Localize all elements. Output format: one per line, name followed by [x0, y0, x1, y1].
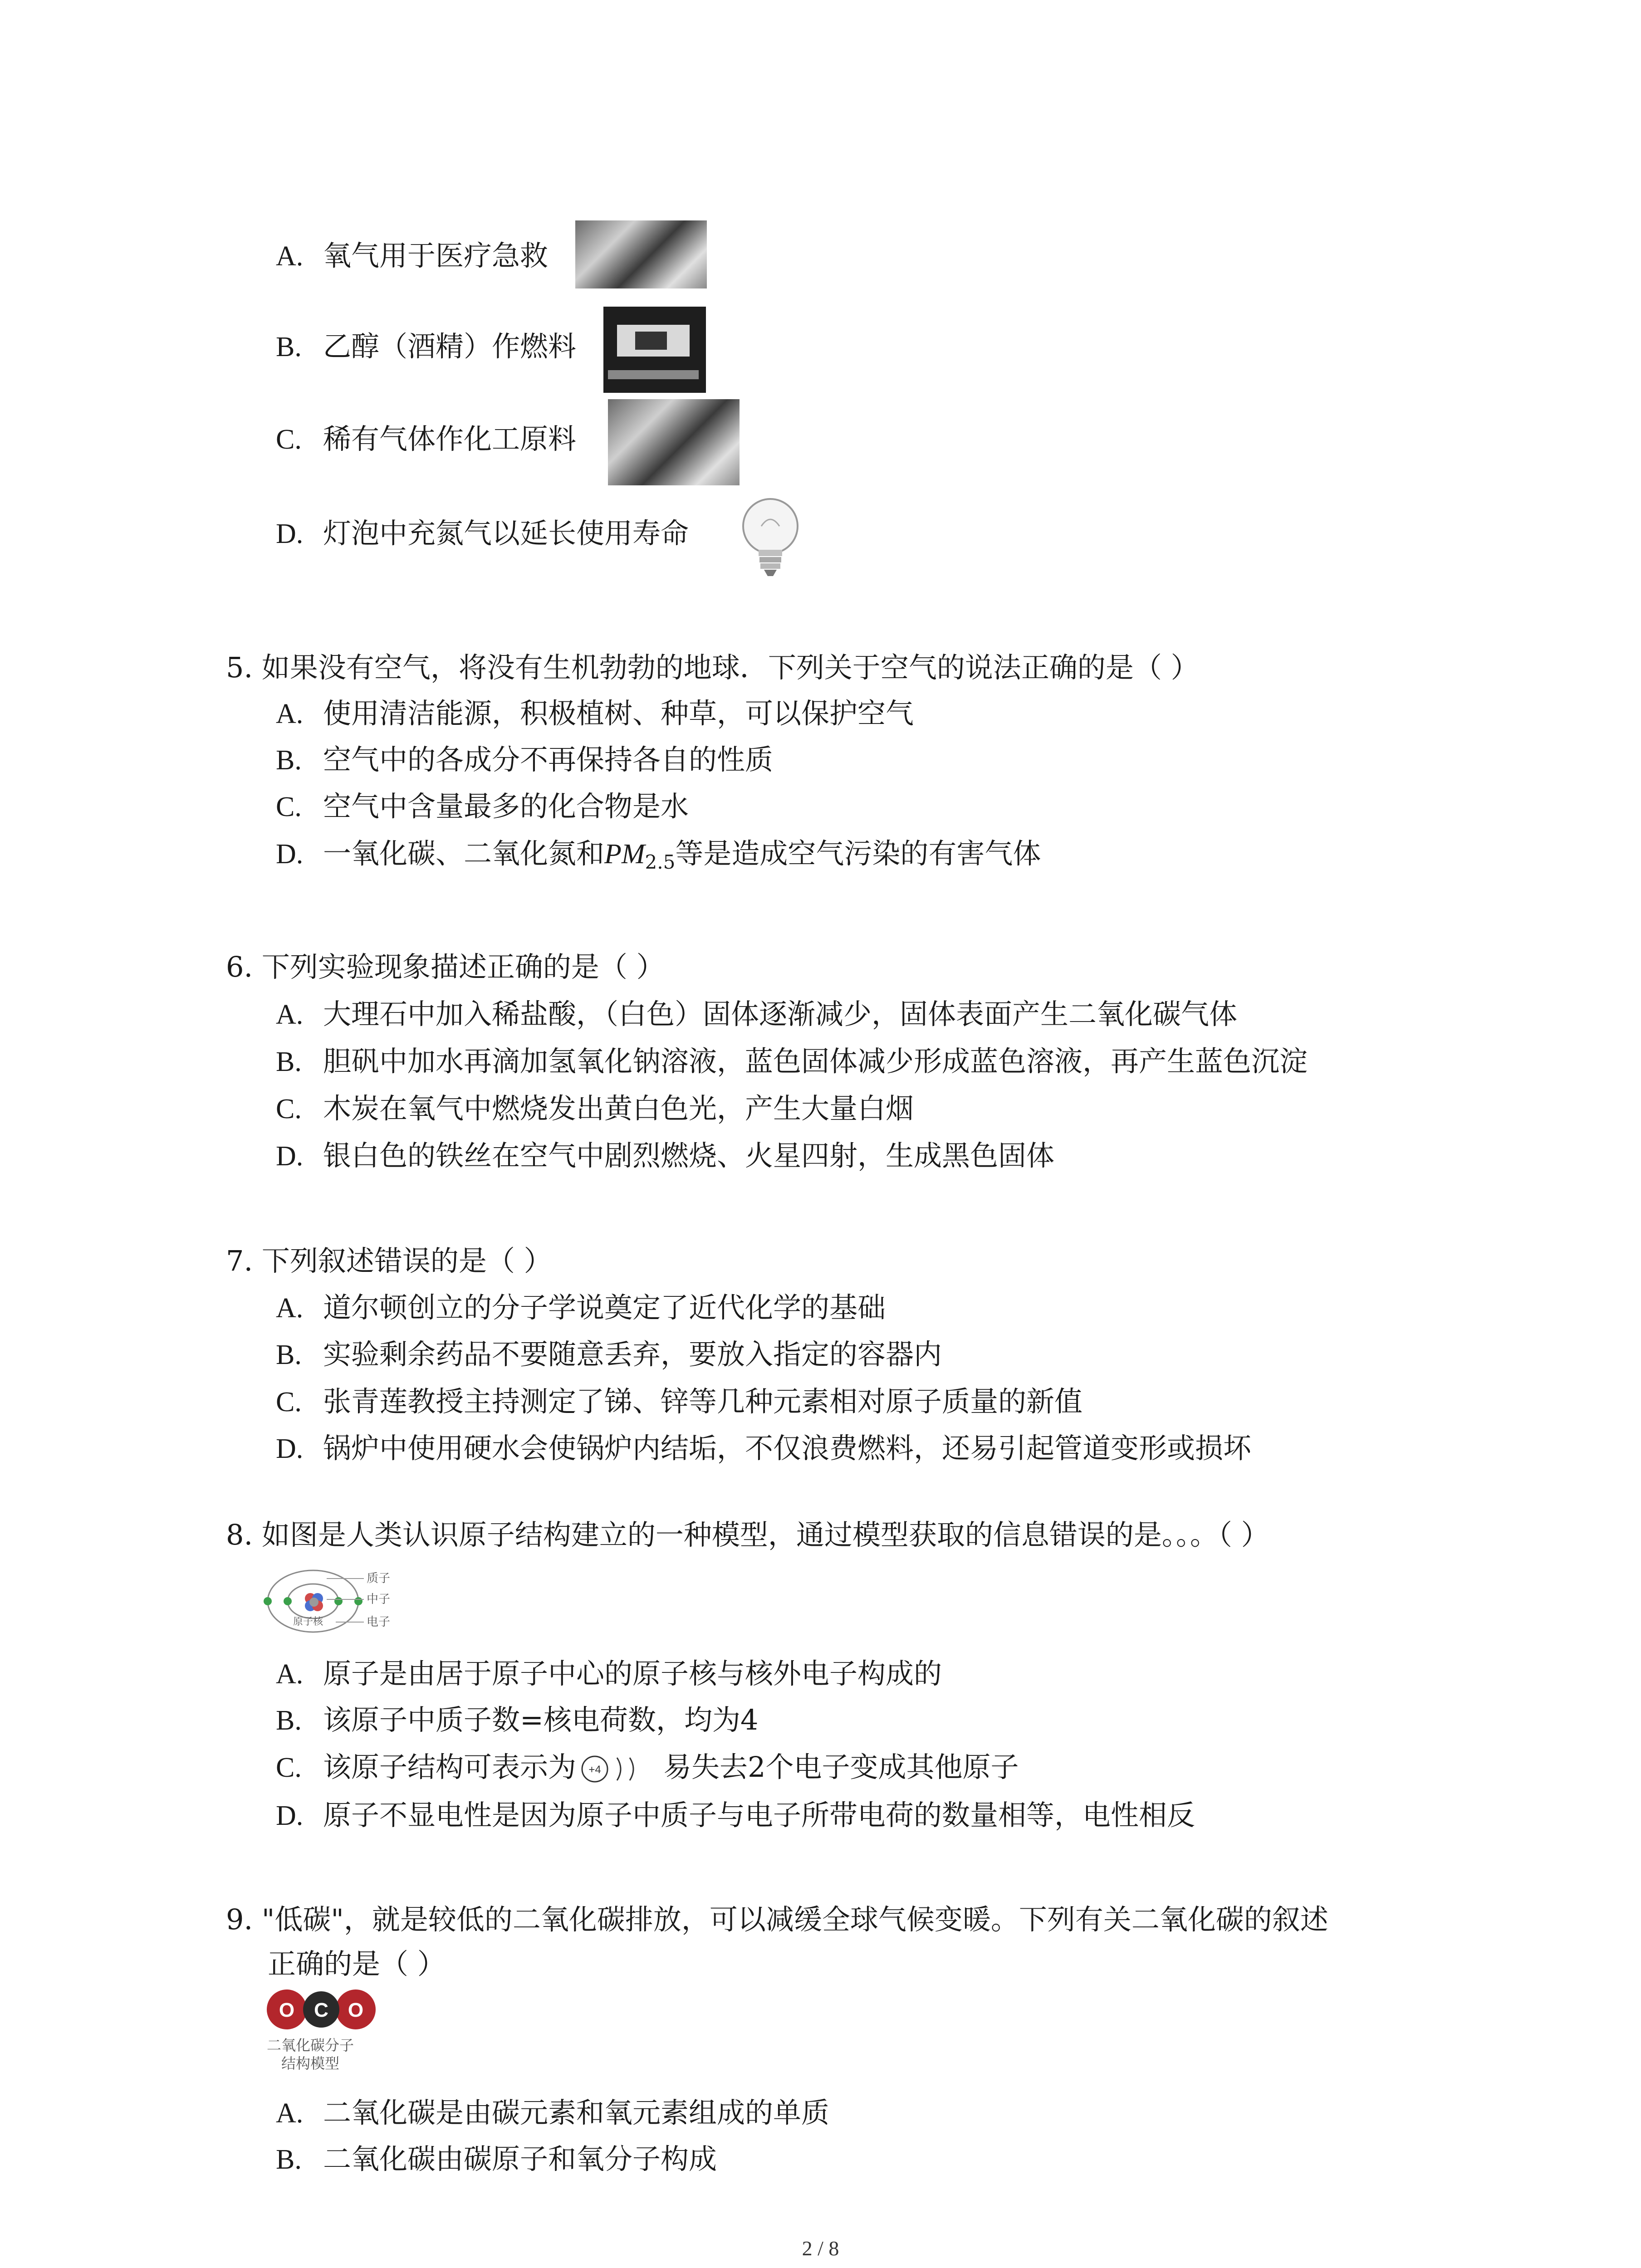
option-letter: C.: [276, 792, 302, 822]
option-text: 一氧化碳、二氧化氮和: [323, 837, 605, 870]
option-letter: C.: [276, 1387, 302, 1418]
option-text: 银白色的铁丝在空气中剧烈燃烧、火星四射，生成黑色固体: [323, 1139, 1055, 1172]
oxygen-atom-label: O: [348, 1999, 364, 2021]
option-text: 锅炉中使用硬水会使锅炉内结垢，不仅浪费燃料，还易引起管道变形或损坏: [323, 1432, 1252, 1465]
option-letter: C.: [276, 1752, 302, 1783]
q9-option-b: [276, 2141, 717, 2178]
proton-label: 质子: [367, 1572, 391, 1585]
q4-option-c: [276, 421, 576, 458]
carbon-atom-label: C: [314, 1999, 328, 2021]
q4-option-d: [276, 515, 689, 552]
q5-option-b: [276, 742, 773, 778]
option-letter: D.: [276, 839, 304, 870]
option-letter: B.: [276, 745, 302, 776]
option-text: 空气中的各成分不再保持各自的性质: [323, 743, 774, 776]
option-text: 使用清洁能源，积极植树、种草，可以保护空气: [323, 697, 914, 730]
atom-structure-diagram: [579, 1753, 661, 1785]
q8-option-b: [276, 1702, 758, 1739]
q9-stem-continued: 正确的是（ ）: [268, 1947, 446, 1980]
nucleus-label: 原子核: [293, 1616, 323, 1628]
option-letter: D.: [276, 518, 304, 549]
option-text: 二氧化碳由碳原子和氧分子构成: [323, 2142, 717, 2175]
q6-option-d: [276, 1138, 1054, 1174]
option-letter: C.: [276, 1094, 302, 1124]
q7-option-a: [276, 1290, 886, 1326]
option-letter: A.: [276, 241, 304, 272]
option-text: 大理石中加入稀盐酸，（白色）固体逐渐减少，固体表面产生二氧化碳气体: [323, 997, 1238, 1031]
q8-option-a: [276, 1656, 942, 1692]
nuclear-charge-label: +4: [588, 1764, 601, 1776]
q8-option-d: [276, 1797, 1195, 1834]
q7-option-b: [276, 1336, 942, 1373]
option-letter: B.: [276, 1339, 302, 1370]
q7-option-d: [276, 1430, 1251, 1467]
option-text: 该原子中质子数=核电荷数，均为4: [323, 1703, 759, 1736]
option-text: 乙醇（酒精）作燃料: [323, 330, 577, 363]
option-text: 张青莲教授主持测定了锑、锌等几种元素相对原子质量的新值: [323, 1385, 1083, 1418]
oxygen-atom-label: O: [279, 1999, 295, 2021]
option-letter: A.: [276, 2098, 304, 2129]
option-letter: D.: [276, 1141, 304, 1172]
option-letter: D.: [276, 1433, 304, 1464]
option-letter: A.: [276, 1293, 304, 1324]
option-text: 氧气用于医疗急救: [323, 239, 549, 272]
electron-label: 电子: [367, 1615, 391, 1629]
q4-option-b: [276, 328, 576, 365]
option-letter: A.: [276, 1659, 304, 1690]
chemical-plant-photo: [608, 399, 740, 485]
q9-option-a: [276, 2095, 829, 2131]
figure-caption: 结构模型: [281, 2055, 340, 2072]
option-text-after: 等是造成空气污染的有害气体: [675, 837, 1041, 870]
figure-caption: 二氧化碳分子: [267, 2037, 354, 2054]
option-text: 道尔顿创立的分子学说奠定了近代化学的基础: [323, 1291, 886, 1324]
option-text: 灯泡中充氮气以延长使用寿命: [323, 517, 689, 550]
q6-stem: 6. 下列实验现象描述正确的是（ ）: [226, 950, 665, 983]
q5-option-c: [276, 788, 689, 825]
q7-option-c: [276, 1383, 1083, 1420]
pm-symbol: PM: [604, 839, 645, 870]
option-letter: B.: [276, 332, 302, 362]
option-letter: B.: [276, 2144, 302, 2175]
q6-option-a: [276, 996, 1237, 1033]
atom-model-figure: [263, 1560, 408, 1642]
q8-stem: 8. 如图是人类认识原子结构建立的一种模型，通过模型获取的信息错误的是。。。（ ）: [226, 1518, 1269, 1551]
q5-stem: 5. 如果没有空气，将没有生机勃勃的地球．下列关于空气的说法正确的是（ ）: [226, 651, 1199, 684]
pm-subscript: 2.5: [645, 851, 676, 873]
option-text: 空气中含量最多的化合物是水: [323, 790, 689, 823]
option-letter: A.: [276, 999, 304, 1030]
option-text: 二氧化碳是由碳元素和氧元素组成的单质: [323, 2096, 830, 2129]
q6-option-b: [276, 1043, 1308, 1080]
option-text: 胆矾中加水再滴加氢氧化钠溶液，蓝色固体减少形成蓝色溶液，再产生蓝色沉淀: [323, 1045, 1308, 1078]
option-text: 稀有气体作化工原料: [323, 422, 577, 455]
q8-option-c: [276, 1749, 1019, 1786]
q7-stem: 7. 下列叙述错误的是（ ）: [226, 1244, 552, 1277]
option-letter: B.: [276, 1046, 302, 1077]
option-text: 原子是由居于原子中心的原子核与核外电子构成的: [323, 1657, 942, 1690]
co2-molecule-model: [263, 1987, 381, 2077]
option-text-after: 易失去2个电子变成其他原子: [663, 1750, 1019, 1784]
medical-oxygen-photo: [575, 220, 707, 288]
option-letter: A.: [276, 699, 304, 729]
light-bulb-icon: [730, 494, 811, 581]
page-number: 2 / 8: [802, 2237, 839, 2260]
q9-stem: 9. "低碳"，就是较低的二氧化碳排放，可以减缓全球气候变暖。下列有关二氧化碳的叙述: [226, 1903, 1328, 1936]
q4-option-a: [276, 238, 548, 274]
option-letter: C.: [276, 424, 302, 455]
option-text: 该原子结构可表示为: [323, 1750, 577, 1784]
option-text: 木炭在氧气中燃烧发出黄白色光，产生大量白烟: [323, 1092, 914, 1125]
q5-option-a: [276, 695, 914, 732]
q5-option-d: [276, 836, 1041, 880]
option-text: 实验剩余药品不要随意丢弃，要放入指定的容器内: [323, 1338, 942, 1371]
option-text: 原子不显电性是因为原子中质子与电子所带电荷的数量相等，电性相反: [323, 1799, 1195, 1832]
option-letter: D.: [276, 1800, 304, 1831]
option-letter: B.: [276, 1705, 302, 1736]
neutron-label: 中子: [367, 1593, 391, 1606]
q6-option-c: [276, 1090, 914, 1127]
fuel-pump-photo: [603, 307, 706, 393]
